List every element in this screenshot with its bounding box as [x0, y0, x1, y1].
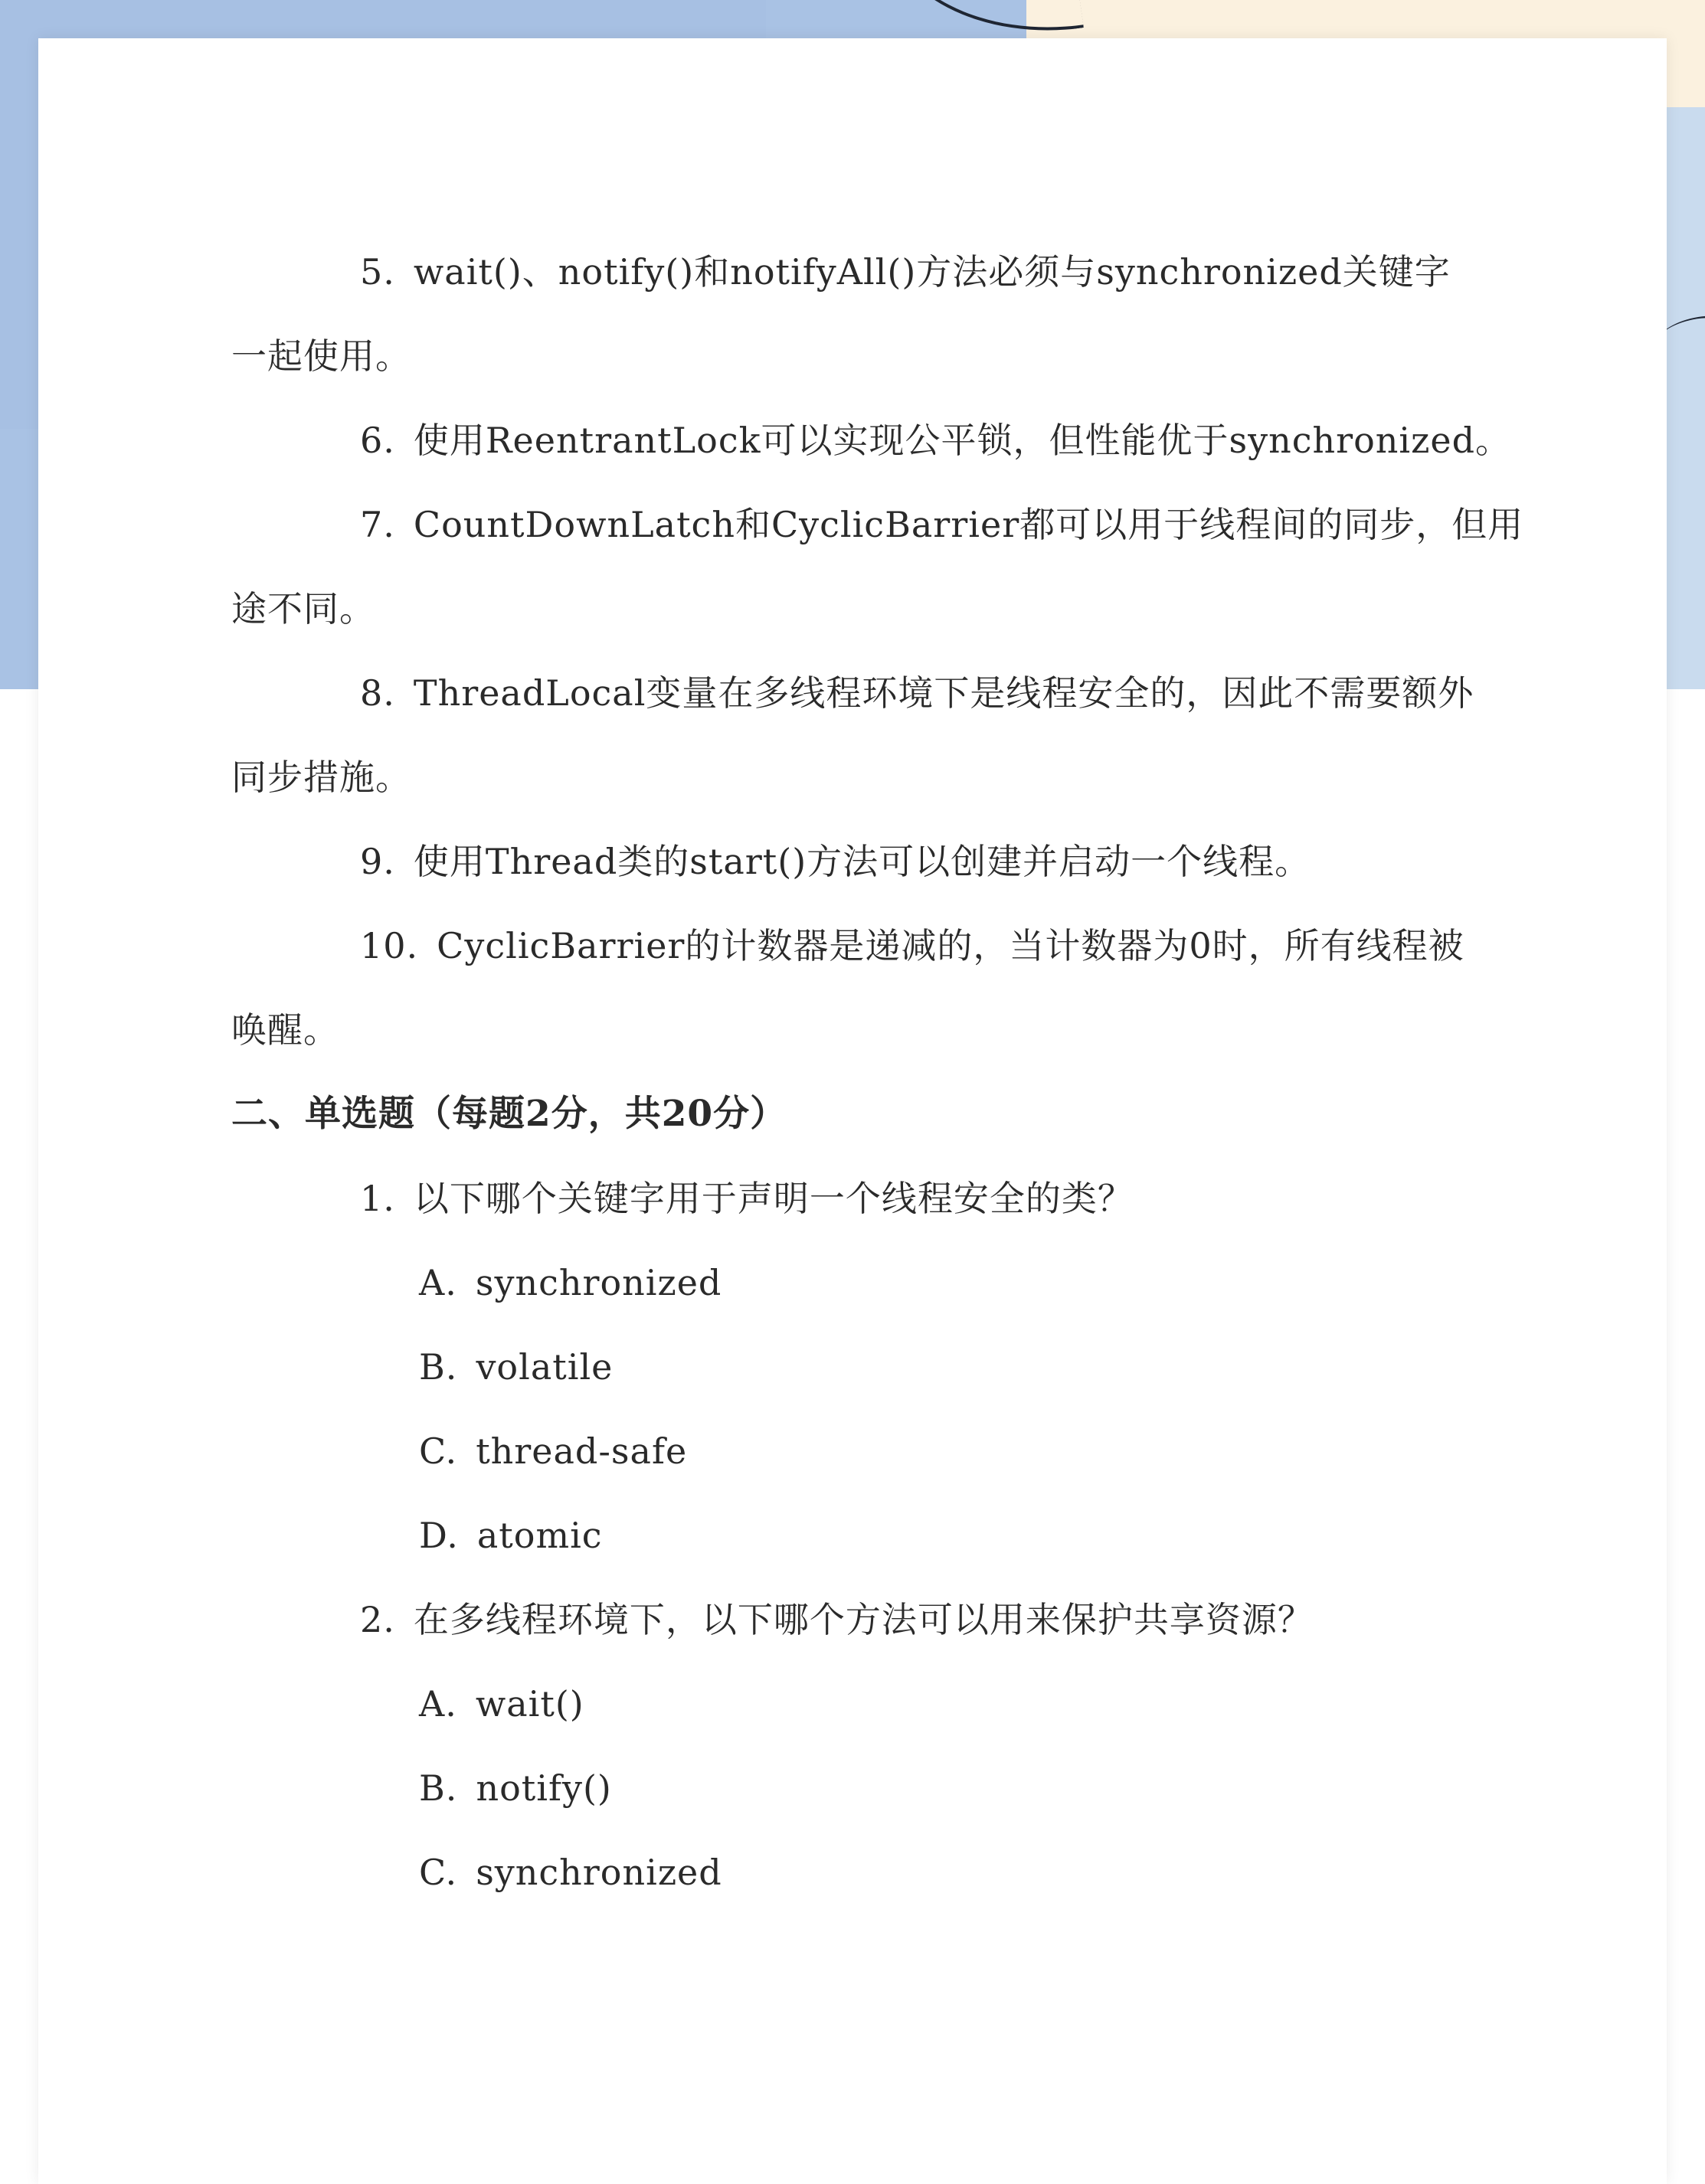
option-item — [231, 1830, 1503, 1914]
item-text: CountDownLatch和CyclicBarrier都可以用于线程间的同步，但用 — [413, 504, 1524, 545]
option-item — [231, 1409, 1503, 1493]
item-text: 使用ReentrantLock可以实现公平锁，但性能优于synchronized。 — [413, 420, 1512, 461]
item-number: 5. — [360, 251, 395, 293]
exam-content — [231, 230, 1524, 1914]
section-heading — [231, 1072, 1503, 1156]
option-text: synchronized — [476, 1852, 722, 1893]
option-letter: C. — [419, 1430, 458, 1472]
option-item — [231, 1241, 1503, 1325]
question-item — [231, 651, 1503, 735]
item-text: 途不同。 — [231, 588, 375, 629]
option-item — [231, 1325, 1503, 1409]
question-continuation — [231, 735, 1503, 819]
option-item — [231, 1493, 1503, 1578]
option-letter: A. — [419, 1262, 457, 1303]
item-text: CyclicBarrier的计数器是递减的，当计数器为0时，所有线程被 — [437, 925, 1464, 966]
option-item — [231, 1746, 1503, 1830]
question-continuation — [231, 314, 1503, 398]
item-text: 同步措施。 — [231, 757, 411, 798]
item-number: 8. — [360, 672, 395, 714]
item-text: 一起使用。 — [231, 335, 411, 377]
item-number: 9. — [360, 841, 395, 882]
option-text: synchronized — [475, 1262, 722, 1303]
option-letter: B. — [419, 1346, 458, 1388]
item-number: 6. — [360, 420, 395, 461]
question-item — [231, 1578, 1503, 1662]
item-number: 10. — [360, 925, 419, 966]
item-text: wait()、notify()和notifyAll()方法必须与synchronized关键字 — [413, 251, 1451, 293]
question-continuation — [231, 567, 1503, 651]
document-page — [38, 38, 1667, 2184]
option-letter: C. — [419, 1852, 458, 1893]
item-text: 唤醒。 — [231, 1009, 339, 1051]
option-text: thread-safe — [476, 1430, 688, 1472]
item-text: ThreadLocal变量在多线程环境下是线程安全的，因此不需要额外 — [413, 672, 1474, 714]
question-item — [231, 230, 1503, 314]
option-letter: B. — [419, 1767, 458, 1809]
question-item — [231, 482, 1524, 567]
option-text: atomic — [476, 1515, 603, 1556]
question-item — [231, 1156, 1503, 1241]
option-text: wait() — [475, 1683, 584, 1725]
question-item — [231, 904, 1503, 988]
question-item — [231, 398, 1512, 482]
option-text: notify() — [476, 1767, 612, 1809]
option-item — [231, 1662, 1503, 1746]
item-text: 以下哪个关键字用于声明一个线程安全的类？ — [413, 1178, 1134, 1219]
item-number: 7. — [360, 504, 395, 545]
question-item — [231, 819, 1503, 904]
option-letter: D. — [419, 1515, 459, 1556]
option-text: volatile — [476, 1346, 614, 1388]
question-continuation — [231, 988, 1503, 1072]
section-heading-text: 二、单选题（每题2分，共20分） — [231, 1093, 787, 1135]
item-text: 使用Thread类的start()方法可以创建并启动一个线程。 — [413, 841, 1311, 882]
option-letter: A. — [419, 1683, 457, 1725]
item-number: 1. — [360, 1178, 395, 1219]
item-text: 在多线程环境下，以下哪个方法可以用来保护共享资源？ — [413, 1599, 1314, 1640]
item-number: 2. — [360, 1599, 395, 1640]
